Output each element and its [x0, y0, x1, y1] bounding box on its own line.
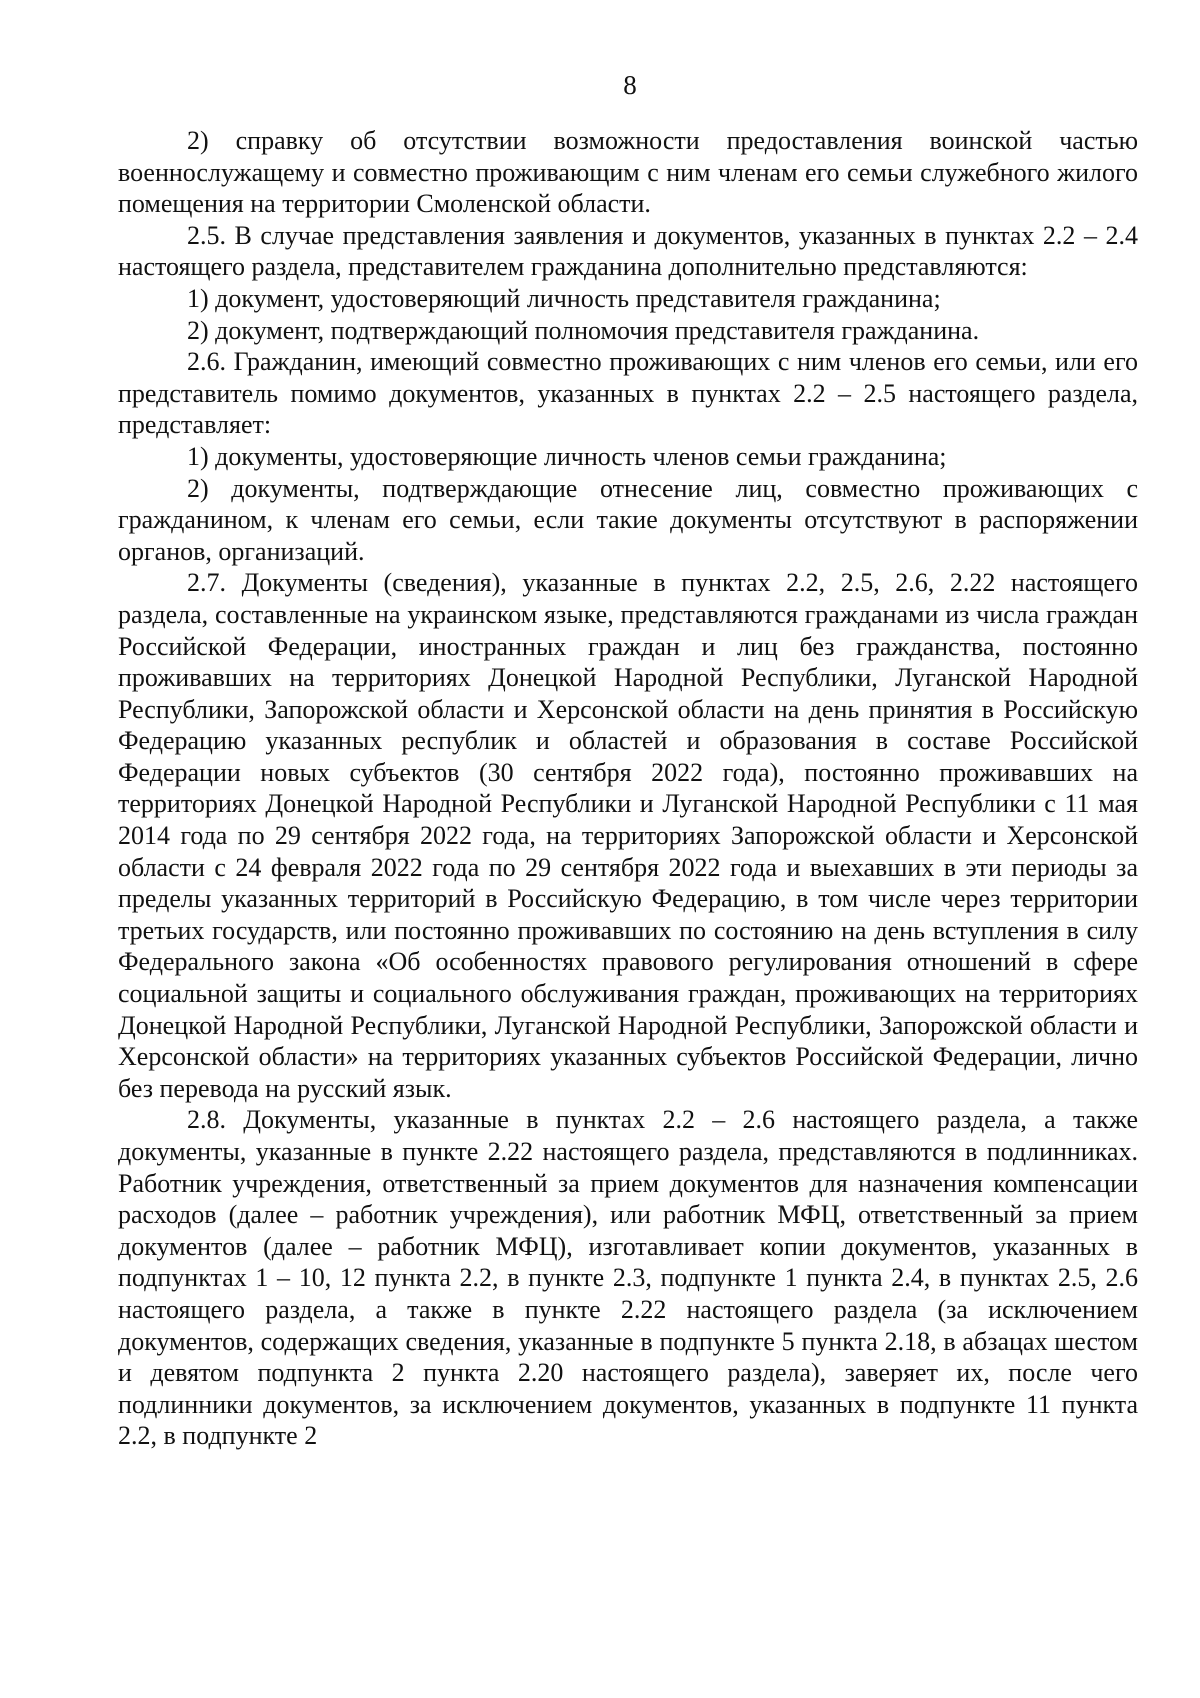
document-body: [118, 125, 1138, 1452]
paragraph: 2.6. Гражданин, имеющий совместно проживающих с ним членов его семьи, или его представитель помимо документов, указанных в пунктах 2.2 – 2.5 настоящего раздела, представляет:: [118, 347, 1138, 440]
page-number: 8: [623, 70, 637, 100]
paragraph: 2) документ, подтверждающий полномочия представителя гражданина.: [187, 315, 980, 345]
paragraph: 2.5. В случае представления заявления и документов, указанных в пунктах 2.2 – 2.4 настоящего раздела, представителем гражданина дополнительно представляются:: [118, 220, 1138, 282]
paragraph: 2) документы, подтверждающие отнесение лиц, совместно проживающих с гражданином, к членам его семьи, если такие документы отсутствуют в распоряжении органов, организаций.: [118, 473, 1138, 566]
paragraph: 1) документы, удостоверяющие личность членов семьи гражданина;: [187, 441, 947, 471]
paragraph: 2.7. Документы (сведения), указанные в пунктах 2.2, 2.5, 2.6, 2.22 настоящего раздела, составленные на украинском языке, представляются гражданами из числа граждан Российской Федерации, иностранных граждан и лиц без гражданства, постоянно проживавших на территориях Донецкой Народной Республики, Луганской Народной Республики, Запорожской области и Херсонской области на день принятия в Российскую Федерацию указанных республик и областей и образования в составе Российской Федерации новых субъектов (30 сентября 2022 года), постоянно проживавших на территориях Донецкой Народной Республики и Луганской Народной Республики с 11 мая 2014 года по 29 сентября 2022 года, на территориях Запорожской области и Херсонской области с 24 февраля 2022 года по 29 сентября 2022 года и выехавших в эти периоды за пределы указанных территорий в Российскую Федерацию, в том числе через территории третьих государств, или постоянно проживавших по состоянию на день вступления в силу Федерального закона «Об особенностях правового регулирования отношений в сфере социальной защиты и социального обслуживания граждан, проживающих на территориях Донецкой Народной Республики, Луганской Народной Республики, Запорожской области и Херсонской области» на территориях указанных субъектов Российской Федерации, лично без перевода на русский язык.: [118, 568, 1138, 1103]
paragraph: 1) документ, удостоверяющий личность представителя гражданина;: [187, 283, 941, 313]
paragraph: 2) справку об отсутствии возможности предоставления воинской частью военнослужащему и совместно проживающим с ним членам его семьи служебного жилого помещения на территории Смоленской области.: [118, 126, 1138, 219]
paragraph: 2.8. Документы, указанные в пунктах 2.2 – 2.6 настоящего раздела, а также документы, указанные в пункте 2.22 настоящего раздела, представляются в подлинниках. Работник учреждения, ответственный за прием документов для назначения компенсации расходов (далее – работник учреждения), или работник МФЦ, ответственный за прием документов (далее – работник МФЦ), изготавливает копии документов, указанных в подпунктах 1 – 10, 12 пункта 2.2, в пункте 2.3, подпункте 1 пункта 2.4, в пунктах 2.5, 2.6 настоящего раздела, а также в пункте 2.22 настоящего раздела (за исключением документов, содержащих сведения, указанные в подпункте 5 пункта 2.18, в абзацах шестом и девятом подпункта 2 пункта 2.20 настоящего раздела), заверяет их, после чего подлинники документов, за исключением документов, указанных в подпункте 11 пункта 2.2, в подпункте 2: [118, 1105, 1138, 1451]
